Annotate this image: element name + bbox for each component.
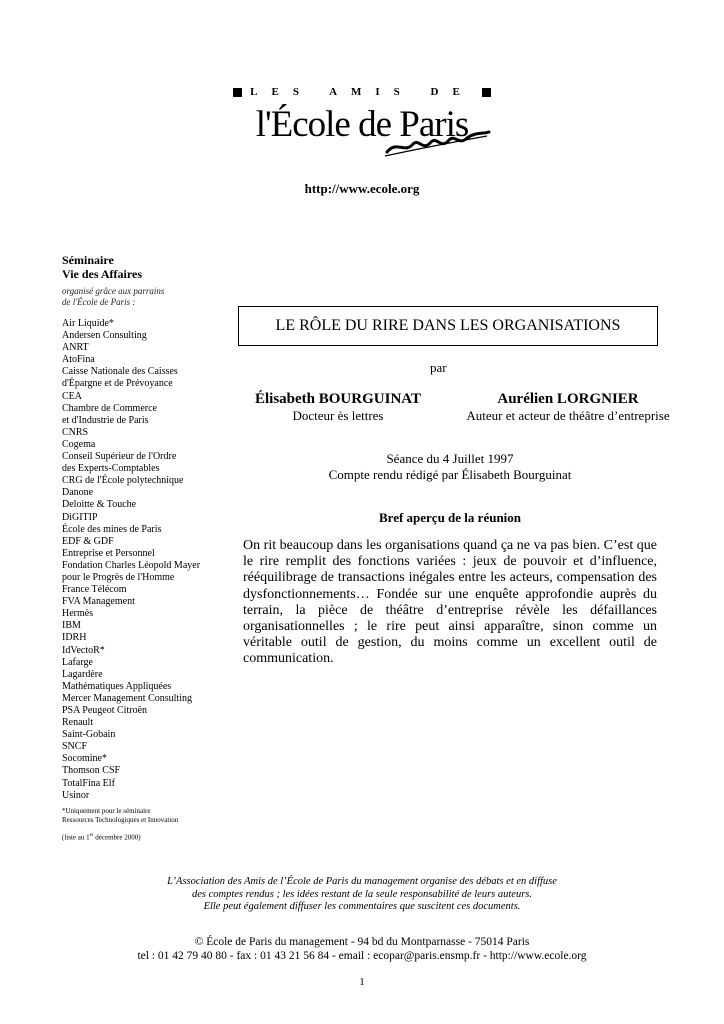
sponsor-item: des Experts-Comptables (62, 463, 160, 475)
seance-date: Séance du 4 Juillet 1997 (386, 451, 514, 466)
sponsor-item: Thomson CSF (62, 765, 121, 777)
sponsor-item: Cogema (62, 438, 96, 450)
list-date-after: décembre 2000) (93, 833, 141, 842)
sidebar-title-line2: Vie des Affaires (62, 267, 142, 281)
sponsor-item: PSA Peugeot Citroën (62, 705, 148, 716)
association-notice-line1: L’Association des Amis de l’École de Paris du management organise des débats et en diffuse (167, 876, 557, 887)
page-number: 1 (359, 976, 365, 988)
sponsor-item: ANRT (62, 342, 89, 354)
sponsor-item: Saint-Gobain (62, 729, 116, 741)
sponsor-item: Renault (62, 717, 94, 729)
sponsor-item: Entreprise et Personnel (62, 547, 155, 559)
sponsor-item: Conseil Supérieur de l'Ordre (62, 451, 177, 463)
sponsor-item: Danone (62, 487, 94, 499)
sponsor-item: IBM (62, 620, 81, 632)
sponsor-item: École des mines de Paris (62, 523, 162, 535)
sponsor-item: Hermès (62, 608, 94, 620)
sponsor-item: FVA Management (62, 596, 135, 608)
sponsor-item: France Télécom (62, 584, 127, 596)
sponsor-item: Andersen Consulting (62, 330, 147, 342)
logo-square-left (233, 88, 242, 97)
list-date-before: (liste au 1 (62, 833, 90, 842)
par-label: par (430, 360, 447, 375)
author-1-name: Élisabeth BOURGUINAT (255, 391, 421, 407)
logo-main-text: l'École de Paris (255, 104, 469, 145)
author-2 (448, 391, 688, 424)
sponsor-item: TotalFina Elf (62, 777, 115, 789)
sponsor-list (62, 318, 242, 802)
footer-contact (60, 935, 664, 963)
footer-copyright: © École de Paris du management - 94 bd du Montparnasse - 75014 Paris (194, 936, 530, 948)
sponsor-item: IDRH (62, 632, 87, 644)
sidebar-subtitle-line2: de l'École de Paris : (62, 297, 136, 307)
sponsor-item: d'Épargne et de Prévoyance (62, 378, 173, 390)
sidebar-note (62, 807, 242, 825)
author-1-role: Docteur ès lettres (292, 408, 384, 423)
sponsor-item: Mathématiques Appliquées (62, 680, 172, 692)
association-notice-line2: des comptes rendus ; les idées restant de la seule responsabilité de leurs auteurs. (191, 888, 533, 900)
sponsor-item: DiGITIP (62, 511, 98, 523)
author-1 (243, 391, 433, 424)
sidebar-note-line1: *Uniquement pour le séminaire (62, 806, 151, 815)
sponsor-item: Fondation Charles Léopold Mayer (62, 559, 201, 571)
sponsor-item: Air Liquide* (62, 318, 114, 329)
sponsor-item: EDF & GDF (62, 535, 114, 547)
summary-heading: Bref aperçu de la réunion (378, 510, 522, 525)
compte-rendu: Compte rendu rédigé par Élisabeth Bourguinat (328, 467, 572, 482)
document-title: LE RÔLE DU RIRE DANS LES ORGANISATIONS (275, 317, 621, 334)
sponsor-item: pour le Progrès de l'Homme (62, 571, 175, 583)
seance-block (240, 451, 660, 483)
footer-contact-line: tel : 01 42 79 40 80 - fax : 01 43 21 56 84 - email : ecopar@paris.ensmp.fr - http://www.ecole.org (137, 950, 587, 962)
sponsor-item: CRG de l'École polytechnique (62, 475, 184, 487)
list-date-sup: er (89, 832, 94, 838)
sponsor-item: Mercer Management Consulting (62, 692, 192, 704)
logo-swash-icon (383, 128, 493, 158)
sidebar-subtitle (62, 286, 242, 308)
sidebar-subtitle-line1: organisé grâce aux parrains (62, 286, 165, 296)
sponsor-item: Caisse Nationale des Caisses (62, 366, 178, 378)
document-title-box (238, 306, 658, 346)
sponsor-item: AtoFina (62, 354, 95, 366)
logo-top-line (0, 86, 724, 98)
logo-square-right (482, 88, 491, 97)
sponsor-item: Deloitte & Touche (62, 499, 137, 511)
sponsor-item: Socomine* (62, 753, 107, 765)
sponsor-item: Lagardère (62, 668, 103, 680)
association-notice-line3: Elle peut également diffuser les commentaires que suscitent ces documents. (203, 901, 521, 912)
summary-paragraph: On rit beaucoup dans les organisations quand ça ne va pas bien. C’est que le rire remplit des fonctions variées : jeux de pouvoir et d’influence, rééquilibrage de transactions inégales entre les acteurs, compensation des dysfonctionnements… Fondée sur une enquête approfondie auprès du terrain, la pièce de théâtre d’entreprise révèle les défaillances organisationnelles ; le rire peut ainsi apparaître, sinon comme un véritable outil de gestion, du moins comme un excellent outil de communication. (243, 538, 657, 667)
sponsor-item: IdVectoR* (62, 644, 105, 656)
sidebar-note-line2: Ressources Technologiques et Innovation (62, 815, 179, 824)
sponsor-item: CNRS (62, 426, 89, 438)
sponsor-item: et d'Industrie de Paris (62, 414, 149, 426)
sponsor-item: Usinor (62, 789, 90, 801)
association-notice (90, 876, 634, 914)
sidebar-list-date (62, 831, 242, 842)
sponsor-item: CEA (62, 390, 82, 402)
sponsor-item: Lafarge (62, 656, 93, 668)
sponsor-item: Chambre de Commerce (62, 402, 157, 414)
sidebar (62, 253, 242, 842)
site-url[interactable]: http://www.ecole.org (304, 181, 420, 196)
author-2-name: Aurélien LORGNIER (497, 391, 639, 407)
logo-top-text: LES AMIS DE (250, 86, 474, 98)
sidebar-title-line1: Séminaire (62, 253, 114, 267)
author-2-role: Auteur et acteur de théâtre d’entreprise (466, 408, 670, 423)
sponsor-item: SNCF (62, 741, 88, 753)
